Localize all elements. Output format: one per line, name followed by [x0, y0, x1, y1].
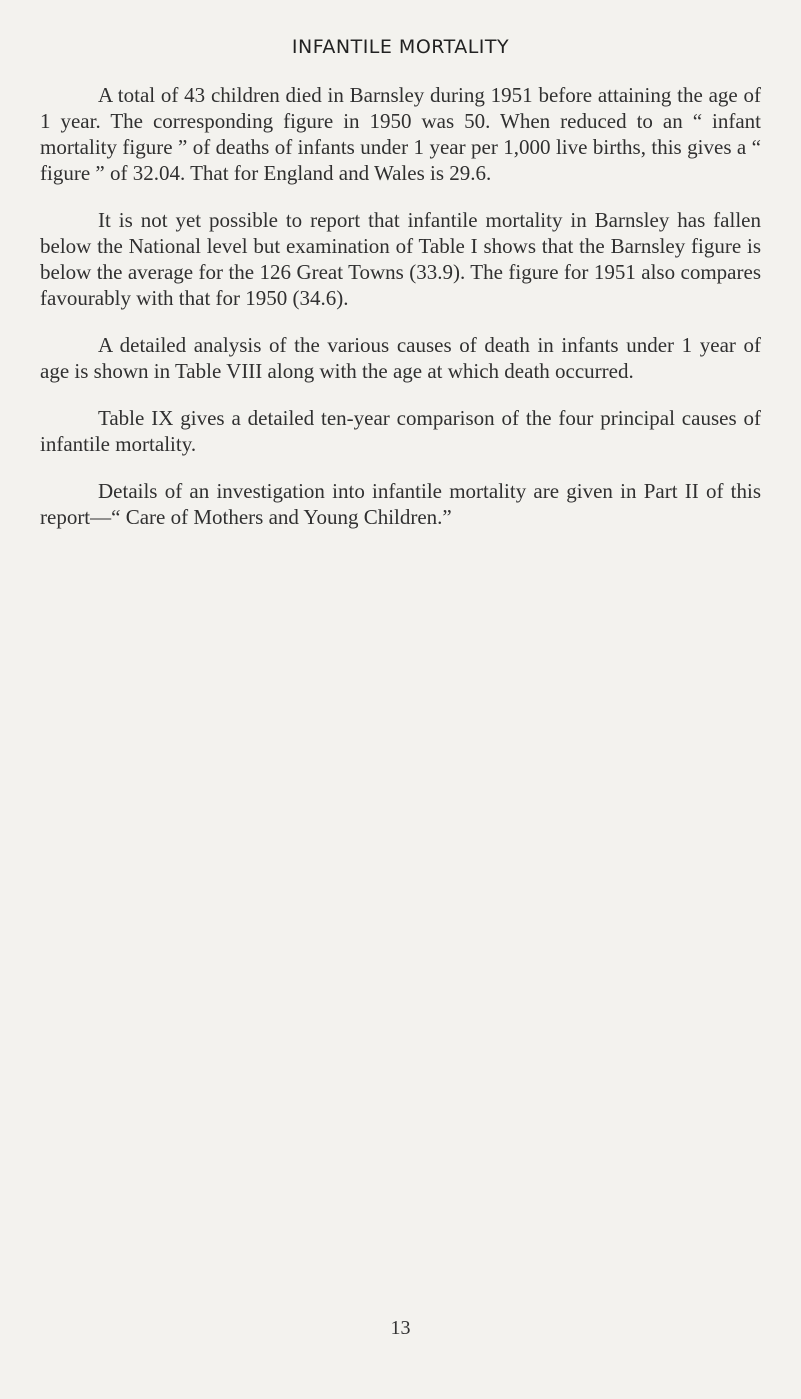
- paragraph-total-deaths: A total of 43 children died in Barnsley during 1951 before attaining the age of 1 year. The corresponding figure in 1950 was 50. When reduced to an “ infant mortality figure ” of deaths of infants under 1 year per 1,000 live births, this gives a “ figure ” of 32.04. That for England and Wales is 29.6.: [40, 83, 761, 185]
- paragraph-table-ix: Table IX gives a detailed ten-year comparison of the four principal causes of infantile mortality.: [40, 406, 761, 456]
- page-number: 13: [390, 1317, 411, 1339]
- paragraph-table-viii: A detailed analysis of the various causes of death in infants under 1 year of age is shown in Table VIII along with the age at which death occurred.: [40, 333, 761, 383]
- body-text: [40, 82, 761, 551]
- paragraph-part-ii: Details of an investigation into infantile mortality are given in Part II of this report—“ Care of Mothers and Young Children.”: [40, 479, 761, 529]
- page-heading: INFANTILE MORTALITY: [291, 36, 510, 58]
- paragraph-national-comparison: It is not yet possible to report that infantile mortality in Barnsley has fallen below the National level but examination of Table I shows that the Barnsley figure is below the average for the 126 Great Towns (33.9). The figure for 1951 also compares favourably with that for 1950 (34.6).: [40, 208, 761, 310]
